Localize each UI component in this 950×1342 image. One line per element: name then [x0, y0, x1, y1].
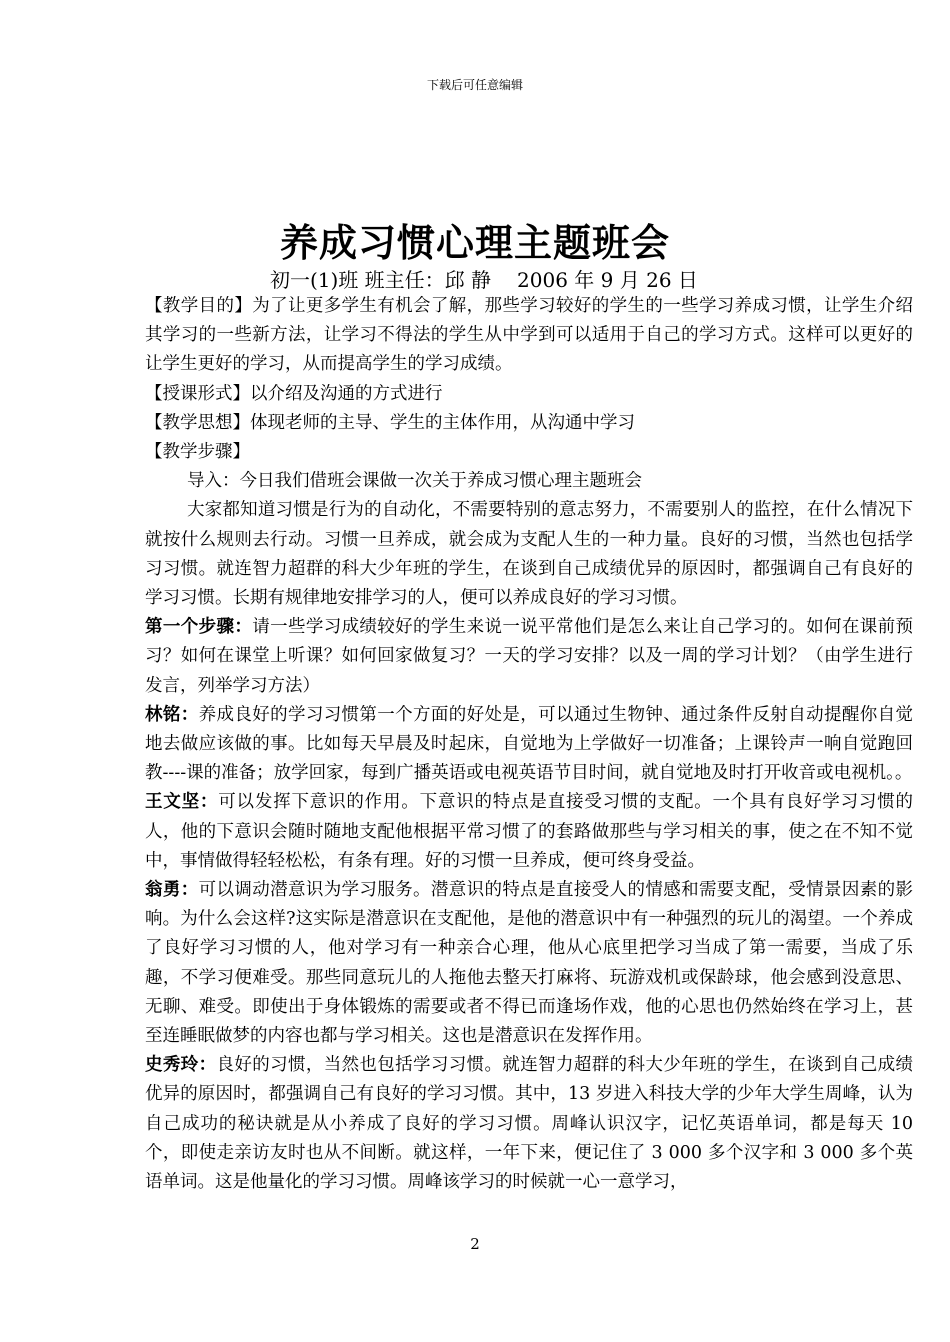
speaker-name: 王文坚：	[145, 792, 219, 813]
class-teacher-line: 初一(1)班 班主任：邱 静	[270, 268, 492, 292]
speaker-paragraph	[145, 876, 913, 1051]
intro-body-paragraph: 大家都知道习惯是行为的自动化，不需要特别的意志努力，不需要别人的监控，在什么情况下就按什么规则去行动。习惯一旦养成，就会成为支配人生的一种力量。良好的习惯，当然也包括学习习惯。就连智力超群的科大少年班的学生，在谈到自己成绩优异的原因时，都强调自己有良好的学习习惯。长期有规律地安排学习的人，便可以养成良好的学习习惯。	[145, 500, 913, 609]
step1-text: 请一些学习成绩较好的学生来说一说平常他们是怎么来让自己学习的。如何在课前预习？如何在课堂上听课？如何回家做复习？一天的学习安排？以及一周的学习计划？（由学生进行发言，列举学习方法）	[145, 617, 914, 696]
speaker-text: 良好的习惯，当然也包括学习习惯。就连智力超群的科大少年班的学生，在谈到自己成绩优异的原因时，都强调自己有良好的学习习惯。其中，13 岁进入科技大学的少年大学生周峰，认为自己成功的秘诀就是从小养成了良好的学习习惯。周峰认识汉字，记忆英语单词，都是每天 10 个，即使走亲访友时也从不间断。就这样，一年下来，便记住了 3 000 多个汉字和 3 000 多个英语单词。这是他量化的学习习惯。周峰该学习的时候就一心一意学习，	[145, 1055, 914, 1193]
intro-paragraph: 导入：今日我们借班会课做一次关于养成习惯心理主题班会	[187, 471, 642, 492]
form-paragraph: 【授课形式】以介绍及沟通的方式进行	[145, 383, 443, 404]
speaker-name: 翁勇：	[145, 880, 199, 901]
idea-paragraph: 【教学思想】体现老师的主导、学生的主体作用，从沟通中学习	[145, 412, 635, 433]
steps-heading: 【教学步骤】	[145, 442, 250, 463]
speaker-paragraph	[145, 788, 913, 876]
step1-paragraph	[145, 613, 913, 701]
speaker-paragraph	[145, 701, 913, 789]
speaker-text: 养成良好的学习习惯第一个方面的好处是，可以通过生物钟、通过条件反射自动提醒你自觉地去做应该做的事。比如每天早晨及时起床，自觉地为上学做好一切准备；上课铃声一响自觉跑回教----课的准备；放学回家，每到广播英语或电视英语节目时间，就自觉地及时打开收音或电视机。。	[145, 704, 913, 784]
goal-paragraph: 【教学目的】为了让更多学生有机会了解，那些学习较好的学生的一些学习养成习惯，让学生介绍其学习的一些新方法，让学习不得法的学生从中学到可以适用于自己的学习方式。这样可以更好的让学生更好的学习，从而提高学生的学习成绩。	[145, 296, 913, 375]
speaker-text: 可以发挥下意识的作用。下意识的特点是直接受习惯的支配。一个具有良好学习习惯的人，他的下意识会随时随地支配他根据平常习惯了的套路做那些与学习相关的事，使之在不知不觉中，事情做得轻轻松松，有条有理。好的习惯一旦养成，便可终身受益。	[145, 792, 914, 871]
date: 2006 年 9 月 26 日	[517, 268, 698, 292]
speaker-name: 林铭：	[145, 704, 199, 725]
speaker-text: 可以调动潜意识为学习服务。潜意识的特点是直接受人的情感和需要支配，受情景因素的影响。为什么会这样?这实际是潜意识在支配他，是他的潜意识中有一种强烈的玩儿的渴望。一个养成了良好学习习惯的人，他对学习有一种亲合心理，他从心底里把学习当成了第一需要，当成了乐趣，不学习便难受。那些同意玩儿的人拖他去整天打麻将、玩游戏机或保龄球，他会感到没意思、无聊、难受。即使出于身体锻炼的需要或者不得已而逢场作戏，他的心思也仍然始终在学习上，甚至连睡眠做梦的内容也都与学习相关。这也是潜意识在发挥作用。	[145, 880, 913, 1047]
speaker-name: 史秀玲：	[145, 1055, 217, 1076]
step1-label: 第一个步骤：	[145, 617, 253, 638]
speaker-paragraph	[145, 1051, 913, 1197]
page-number: 2	[470, 1235, 480, 1253]
subtitle	[270, 264, 698, 293]
header-note: 下载后可任意编辑	[426, 78, 523, 92]
document-body	[145, 292, 913, 1197]
document-title: 养成习惯心理主题班会	[279, 221, 670, 265]
